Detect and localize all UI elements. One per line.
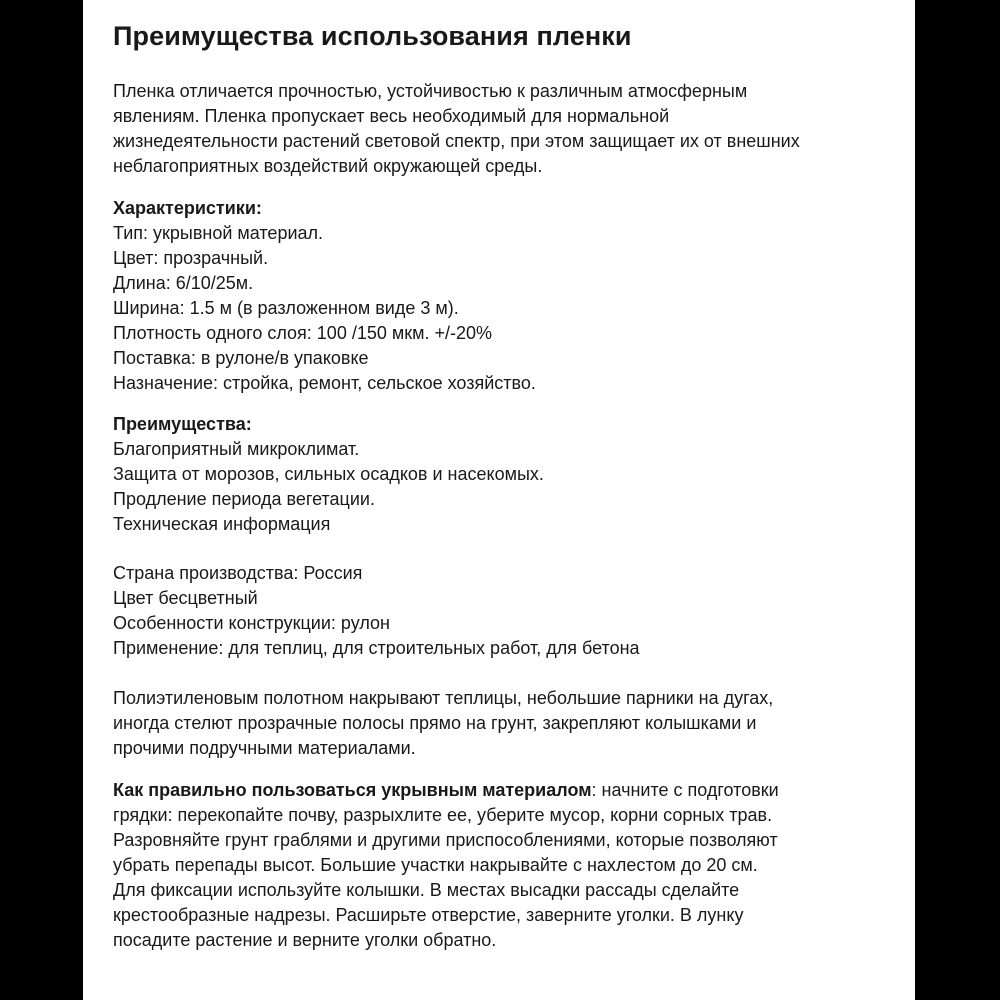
howto-lead-bold: Как правильно пользоваться укрывным материалом: [113, 780, 592, 800]
usage-line: иногда стелют прозрачные полосы прямо на грунт, закрепляют колышками и: [113, 713, 757, 733]
details-item: Применение: для теплиц, для строительных работ, для бетона: [113, 638, 640, 658]
howto-line: крестообразные надрезы. Расширьте отверстие, заверните уголки. В лунку: [113, 905, 744, 925]
intro-line: Пленка отличается прочностью, устойчивостью к различным атмосферным: [113, 81, 748, 101]
details-item: Цвет бесцветный: [113, 588, 258, 608]
details-item: Страна производства: Россия: [113, 563, 363, 583]
intro-paragraph: [113, 79, 901, 179]
usage-line: прочими подручными материалами.: [113, 738, 416, 758]
usage-paragraph: [113, 686, 901, 761]
howto-line: убрать перепады высот. Большие участки накрывайте с нахлестом до 20 см.: [113, 855, 758, 875]
characteristics-section: [113, 196, 901, 396]
right-letterbox-bar: [915, 0, 1000, 1000]
intro-line: явлениям. Пленка пропускает весь необходимый для нормальной: [113, 106, 670, 126]
howto-line: грядки: перекопайте почву, разрыхлите ее, уберите мусор, корни сорных трав.: [113, 805, 773, 825]
howto-line: Для фиксации используйте колышки. В местах высадки рассады сделайте: [113, 880, 740, 900]
content-sheet: [83, 0, 915, 1000]
intro-line: жизнедеятельности растений световой спектр, при этом защищает их от внешних: [113, 131, 800, 151]
howto-line: посадите растение и верните уголки обратно.: [113, 930, 497, 950]
characteristics-heading: Характеристики:: [113, 198, 262, 218]
advantages-section: [113, 412, 901, 537]
intro-line: неблагоприятных воздействий окружающей среды.: [113, 156, 543, 176]
howto-lead-line: [113, 778, 901, 803]
details-section: [113, 561, 901, 661]
characteristic-item: Тип: укрывной материал.: [113, 223, 324, 243]
characteristic-item: Назначение: стройка, ремонт, сельское хозяйство.: [113, 373, 536, 393]
advantage-item: Техническая информация: [113, 514, 331, 534]
page-title: Преимущества использования пленки: [113, 21, 632, 51]
advantages-heading: Преимущества:: [113, 414, 252, 434]
characteristic-item: Ширина: 1.5 м (в разложенном виде 3 м).: [113, 298, 459, 318]
characteristic-item: Длина: 6/10/25м.: [113, 273, 254, 293]
usage-line: Полиэтиленовым полотном накрывают теплицы, небольшие парники на дугах,: [113, 688, 774, 708]
advantage-item: Благоприятный микроклимат.: [113, 439, 360, 459]
characteristic-item: Поставка: в рулоне/в упаковке: [113, 348, 369, 368]
left-letterbox-bar: [0, 0, 83, 1000]
characteristic-item: Плотность одного слоя: 100 /150 мкм. +/-20%: [113, 323, 493, 343]
howto-paragraph: [113, 778, 901, 953]
howto-lead-rest: : начните с подготовки: [591, 780, 779, 800]
advantage-item: Продление периода вегетации.: [113, 489, 375, 509]
advantage-item: Защита от морозов, сильных осадков и насекомых.: [113, 464, 544, 484]
details-item: Особенности конструкции: рулон: [113, 613, 390, 633]
howto-line: Разровняйте грунт граблями и другими приспособлениями, которые позволяют: [113, 830, 778, 850]
characteristic-item: Цвет: прозрачный.: [113, 248, 269, 268]
